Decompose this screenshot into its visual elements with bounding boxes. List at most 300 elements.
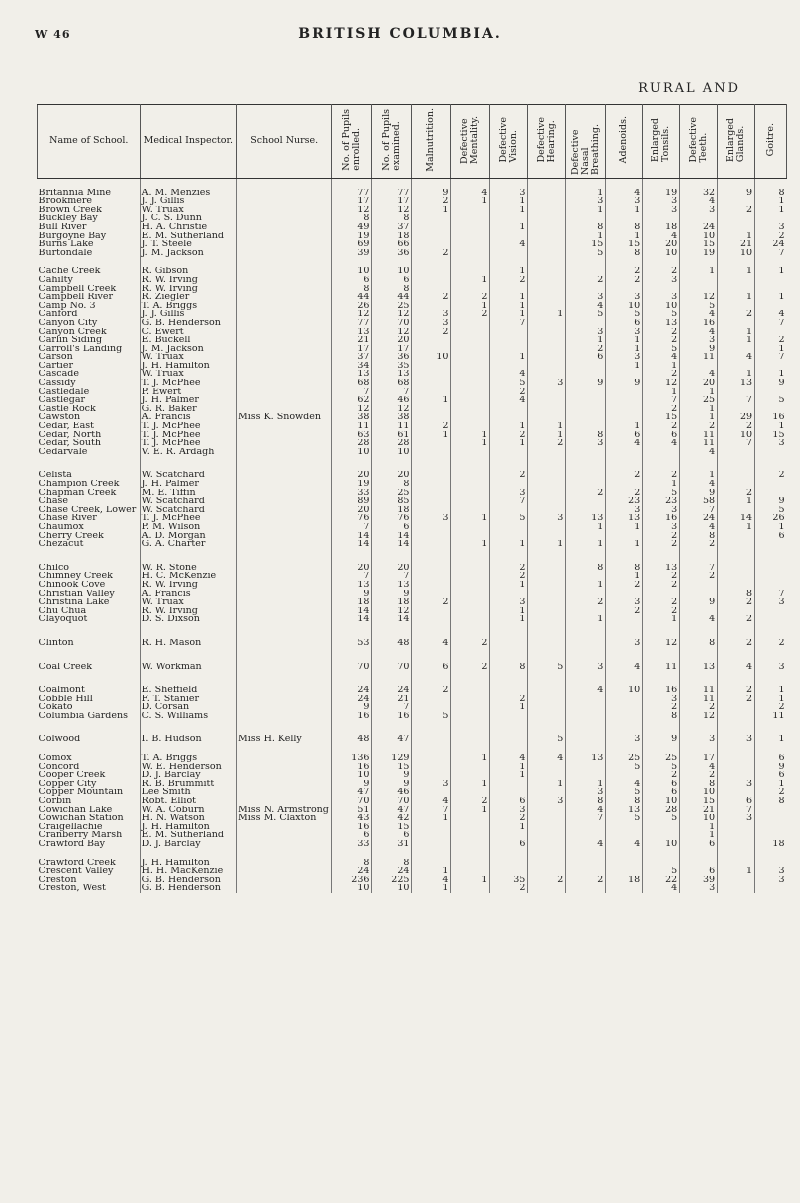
number-cell: 20 [643, 240, 680, 249]
number-cell: 62 [332, 396, 372, 405]
text-cell [237, 310, 332, 319]
number-cell [718, 564, 755, 573]
number-cell: 15 [680, 797, 718, 806]
number-cell [606, 823, 643, 832]
number-cell: 1 [718, 370, 755, 379]
number-cell: 4 [718, 663, 755, 672]
number-cell: 10 [680, 788, 718, 797]
table-row [38, 240, 787, 249]
spacer-cell [755, 624, 787, 639]
number-cell [606, 712, 643, 721]
number-cell [566, 712, 606, 721]
number-cell: 1 [451, 302, 490, 311]
number-cell: 18 [606, 876, 643, 885]
text-cell: Carroll's Landing [38, 344, 123, 354]
number-cell [528, 214, 566, 223]
number-cell: 1 [566, 581, 606, 590]
spacer-cell [528, 456, 566, 471]
text-cell [237, 884, 332, 893]
text-cell: Champion Creek [38, 480, 120, 489]
number-cell: 2 [490, 572, 528, 581]
number-cell: 7 [332, 388, 372, 397]
number-cell [528, 788, 566, 797]
number-cell: 20 [372, 471, 412, 480]
number-cell: 14 [332, 615, 372, 624]
text-cell: E. Buckell [140, 336, 236, 345]
number-cell [755, 489, 787, 498]
number-cell: 3 [566, 663, 606, 672]
spacer-cell [643, 456, 680, 471]
spacer-cell [566, 744, 606, 754]
number-cell: 1 [490, 607, 528, 616]
number-cell [451, 686, 490, 695]
number-cell [606, 532, 643, 541]
text-cell [237, 232, 332, 241]
text-cell: Miss N. Armstrong [237, 806, 332, 815]
text-cell: W. R. Stone [140, 564, 236, 573]
number-cell: 70 [332, 797, 372, 806]
text-cell: J. J. Gillis [140, 197, 236, 206]
number-cell: 2 [528, 876, 566, 885]
table-row [38, 302, 787, 311]
text-cell: J. T. Steele [140, 240, 236, 249]
number-cell [755, 564, 787, 573]
number-cell [566, 471, 606, 480]
table-row [38, 223, 787, 232]
number-cell [451, 223, 490, 232]
table-row [38, 703, 787, 712]
number-cell: 1 [490, 223, 528, 232]
group-spacer [38, 671, 787, 686]
number-cell [528, 840, 566, 849]
text-cell: Creston [38, 875, 77, 885]
number-cell [451, 884, 490, 893]
number-cell [755, 328, 787, 337]
spacer-cell [237, 648, 332, 663]
number-cell: 51 [332, 806, 372, 815]
spacer-cell [606, 624, 643, 639]
col-defective-hearing: Defective Hearing. [528, 105, 566, 179]
number-cell: 3 [718, 814, 755, 823]
number-cell [606, 771, 643, 780]
group-spacer [38, 456, 787, 471]
number-cell [451, 523, 490, 532]
number-cell: 1 [755, 422, 787, 431]
number-cell: 6 [332, 276, 372, 285]
number-cell: 5 [643, 345, 680, 354]
text-cell: Chase River [38, 514, 97, 523]
number-cell [718, 223, 755, 232]
number-cell: 14 [332, 607, 372, 616]
number-cell: 6 [755, 532, 787, 541]
number-cell [412, 439, 451, 448]
number-cell: 1 [412, 431, 451, 440]
table-row [38, 876, 787, 885]
spacer-cell [38, 671, 141, 686]
number-cell: 7 [490, 319, 528, 328]
number-cell: 7 [680, 506, 718, 515]
col-medical-inspector: Medical Inspector. [140, 105, 236, 179]
text-cell: J. H. Hamilton [140, 362, 236, 371]
number-cell: 10 [332, 884, 372, 893]
text-cell: T. J. McPhee [140, 379, 236, 388]
text-cell [237, 876, 332, 885]
spacer-cell [528, 849, 566, 859]
number-cell [490, 232, 528, 241]
number-cell: 2 [718, 598, 755, 607]
number-cell [451, 353, 490, 362]
number-cell [528, 884, 566, 893]
spacer-cell [372, 624, 412, 639]
number-cell: 2 [606, 276, 643, 285]
number-cell: 2 [490, 471, 528, 480]
table-row [38, 867, 787, 876]
number-cell [528, 232, 566, 241]
number-cell [566, 285, 606, 294]
number-cell: 2 [606, 581, 643, 590]
table-row [38, 285, 787, 294]
number-cell [490, 780, 528, 789]
table-row [38, 695, 787, 704]
number-cell [643, 590, 680, 599]
text-cell: Canford [38, 310, 78, 319]
number-cell: 42 [372, 814, 412, 823]
spacer-cell [372, 178, 412, 189]
number-cell: 13 [566, 754, 606, 763]
number-cell [528, 448, 566, 457]
number-cell: 9 [332, 703, 372, 712]
number-cell [451, 240, 490, 249]
number-cell: 8 [372, 285, 412, 294]
text-cell: R. B. Brummitt [140, 780, 236, 789]
number-cell [490, 285, 528, 294]
spacer-cell [755, 671, 787, 686]
number-cell: 6 [606, 431, 643, 440]
text-cell: Chase Creek, Lower [38, 505, 137, 515]
number-cell: 13 [718, 379, 755, 388]
text-cell: Carlin Siding [38, 336, 103, 345]
number-cell [412, 831, 451, 840]
number-cell: 2 [755, 471, 787, 480]
spacer-cell [412, 648, 451, 663]
text-cell [237, 686, 332, 695]
text-cell: Canyon Creek [38, 327, 107, 337]
number-cell: 10 [332, 267, 372, 276]
number-cell: 11 [680, 695, 718, 704]
number-cell [528, 362, 566, 371]
spacer-cell [412, 671, 451, 686]
number-cell: 3 [606, 293, 643, 302]
text-cell [237, 214, 332, 223]
number-cell [566, 405, 606, 414]
number-cell [718, 302, 755, 311]
number-cell [490, 735, 528, 744]
table-row [38, 276, 787, 285]
col-goitre: Goitre. [755, 105, 787, 179]
number-cell: 4 [606, 780, 643, 789]
number-cell [755, 572, 787, 581]
number-cell [718, 859, 755, 868]
number-cell: 15 [372, 823, 412, 832]
number-cell: 3 [528, 379, 566, 388]
text-cell: G. B. Henderson [140, 884, 236, 893]
spacer-cell [372, 849, 412, 859]
number-cell: 47 [372, 806, 412, 815]
table-row [38, 206, 787, 215]
spacer-cell [566, 624, 606, 639]
spacer-cell [412, 720, 451, 735]
number-cell: 2 [412, 598, 451, 607]
number-cell: 10 [718, 249, 755, 258]
number-cell: 10 [643, 840, 680, 849]
number-cell [451, 581, 490, 590]
number-cell: 4 [606, 189, 643, 198]
text-cell [237, 840, 332, 849]
spacer-cell [643, 648, 680, 663]
spacer-cell [680, 257, 718, 267]
number-cell: 36 [372, 353, 412, 362]
text-cell: Burns Lake [38, 240, 94, 249]
number-cell: 7 [718, 806, 755, 815]
table-row [38, 379, 787, 388]
text-cell: J. H. Hamilton [140, 823, 236, 832]
number-cell: 48 [332, 735, 372, 744]
text-cell: M. E. Tiffin [140, 489, 236, 498]
spacer-cell [140, 744, 236, 754]
number-cell: 1 [528, 540, 566, 549]
text-cell: R. W. Irving [140, 276, 236, 285]
group-spacer [38, 257, 787, 267]
number-cell: 4 [490, 240, 528, 249]
text-cell [237, 581, 332, 590]
number-cell: 5 [490, 514, 528, 523]
number-cell [566, 396, 606, 405]
number-cell [528, 319, 566, 328]
spacer-cell [332, 624, 372, 639]
number-cell: 2 [606, 607, 643, 616]
number-cell [680, 362, 718, 371]
number-cell [718, 388, 755, 397]
number-cell [528, 598, 566, 607]
number-cell: 12 [332, 405, 372, 414]
spacer-cell [38, 744, 141, 754]
number-cell [412, 607, 451, 616]
number-cell: 2 [451, 293, 490, 302]
text-cell [237, 223, 332, 232]
number-cell: 46 [372, 396, 412, 405]
number-cell: 3 [680, 735, 718, 744]
number-cell: 1 [718, 867, 755, 876]
number-cell [566, 771, 606, 780]
number-cell [412, 572, 451, 581]
number-cell [566, 867, 606, 876]
number-cell [566, 370, 606, 379]
number-cell: 4 [451, 189, 490, 198]
number-cell [490, 249, 528, 258]
number-cell: 10 [412, 353, 451, 362]
number-cell: 2 [451, 310, 490, 319]
number-cell: 2 [755, 703, 787, 712]
spacer-cell [451, 648, 490, 663]
table-row [38, 686, 787, 695]
number-cell [451, 285, 490, 294]
number-cell: 4 [412, 639, 451, 648]
number-cell: 1 [451, 514, 490, 523]
number-cell: 1 [490, 206, 528, 215]
number-cell: 7 [566, 814, 606, 823]
number-cell [528, 370, 566, 379]
number-cell: 1 [755, 686, 787, 695]
text-cell: W. Truax [140, 353, 236, 362]
number-cell: 76 [332, 514, 372, 523]
number-cell: 1 [718, 328, 755, 337]
number-cell [606, 831, 643, 840]
number-cell: 77 [372, 189, 412, 198]
number-cell: 2 [718, 639, 755, 648]
table-row [38, 232, 787, 241]
number-cell: 1 [643, 362, 680, 371]
number-cell [528, 763, 566, 772]
text-cell: Cherry Creek [38, 531, 104, 541]
text-cell [237, 353, 332, 362]
number-cell: 1 [680, 831, 718, 840]
text-cell [237, 439, 332, 448]
number-cell: 2 [755, 639, 787, 648]
spacer-cell [718, 178, 755, 189]
text-cell [237, 540, 332, 549]
number-cell [412, 471, 451, 480]
number-cell: 20 [332, 506, 372, 515]
number-cell: 28 [332, 439, 372, 448]
number-cell: 2 [643, 405, 680, 414]
number-cell: 11 [680, 686, 718, 695]
spacer-cell [332, 257, 372, 267]
number-cell: 15 [566, 240, 606, 249]
number-cell: 29 [718, 413, 755, 422]
number-cell: 5 [528, 735, 566, 744]
col-enlarged-tonsils: Enlarged Tonsils. [643, 105, 680, 179]
number-cell: 16 [755, 413, 787, 422]
number-cell: 3 [528, 797, 566, 806]
number-cell: 2 [412, 422, 451, 431]
spacer-cell [412, 178, 451, 189]
number-cell: 3 [643, 293, 680, 302]
text-cell: Cokato [38, 703, 73, 712]
number-cell: 13 [643, 319, 680, 328]
number-cell: 35 [372, 362, 412, 371]
spacer-cell [566, 178, 606, 189]
number-cell [566, 319, 606, 328]
number-cell [451, 590, 490, 599]
col-adenoids: Adenoids. [606, 105, 643, 179]
number-cell [566, 695, 606, 704]
table-row [38, 336, 787, 345]
number-cell [718, 581, 755, 590]
number-cell [451, 379, 490, 388]
number-cell: 5 [606, 310, 643, 319]
number-cell: 4 [566, 302, 606, 311]
number-cell: 10 [372, 267, 412, 276]
number-cell: 38 [372, 413, 412, 422]
text-cell: G. A. Charter [140, 540, 236, 549]
number-cell [528, 405, 566, 414]
number-cell [451, 489, 490, 498]
number-cell: 3 [755, 663, 787, 672]
spacer-cell [38, 720, 141, 735]
number-cell: 19 [332, 232, 372, 241]
number-cell [528, 388, 566, 397]
table-row [38, 788, 787, 797]
number-cell: 6 [412, 663, 451, 672]
spacer-cell [643, 624, 680, 639]
number-cell: 12 [372, 206, 412, 215]
number-cell [451, 823, 490, 832]
number-cell [490, 712, 528, 721]
table-row [38, 780, 787, 789]
spacer-cell [332, 720, 372, 735]
spacer-cell [372, 720, 412, 735]
col-school-nurse: School Nurse. [237, 105, 332, 179]
number-cell [412, 590, 451, 599]
number-cell: 12 [372, 405, 412, 414]
text-cell: Miss K. Snowden [237, 413, 332, 422]
number-cell: 25 [372, 489, 412, 498]
number-cell: 1 [718, 232, 755, 241]
number-cell: 2 [451, 639, 490, 648]
spacer-cell [718, 257, 755, 267]
number-cell: 4 [680, 615, 718, 624]
number-cell: 2 [755, 788, 787, 797]
number-cell [451, 471, 490, 480]
number-cell: 46 [372, 788, 412, 797]
number-cell: 20 [372, 564, 412, 573]
number-cell: 23 [606, 497, 643, 506]
number-cell: 24 [332, 695, 372, 704]
number-cell: 7 [755, 319, 787, 328]
number-cell [451, 362, 490, 371]
number-cell [528, 302, 566, 311]
text-cell: J. H. Hamilton [140, 859, 236, 868]
number-cell: 8 [606, 564, 643, 573]
number-cell: 1 [643, 615, 680, 624]
number-cell: 4 [412, 797, 451, 806]
group-spacer [38, 744, 787, 754]
number-cell: 5 [643, 867, 680, 876]
spacer-cell [606, 671, 643, 686]
number-cell [451, 319, 490, 328]
number-cell: 24 [332, 686, 372, 695]
spacer-cell [237, 671, 332, 686]
text-cell [237, 302, 332, 311]
number-cell: 1 [412, 396, 451, 405]
number-cell: 3 [643, 206, 680, 215]
text-cell [237, 590, 332, 599]
text-cell: Coalmont [38, 686, 85, 695]
number-cell: 53 [332, 639, 372, 648]
number-cell [566, 884, 606, 893]
text-cell: Carson [38, 353, 73, 362]
number-cell [451, 788, 490, 797]
number-cell: 4 [680, 370, 718, 379]
number-cell [412, 480, 451, 489]
number-cell: 8 [566, 431, 606, 440]
number-cell [451, 396, 490, 405]
number-cell [566, 267, 606, 276]
spacer-cell [140, 178, 236, 189]
table-row [38, 310, 787, 319]
number-cell: 2 [412, 686, 451, 695]
number-cell [412, 405, 451, 414]
